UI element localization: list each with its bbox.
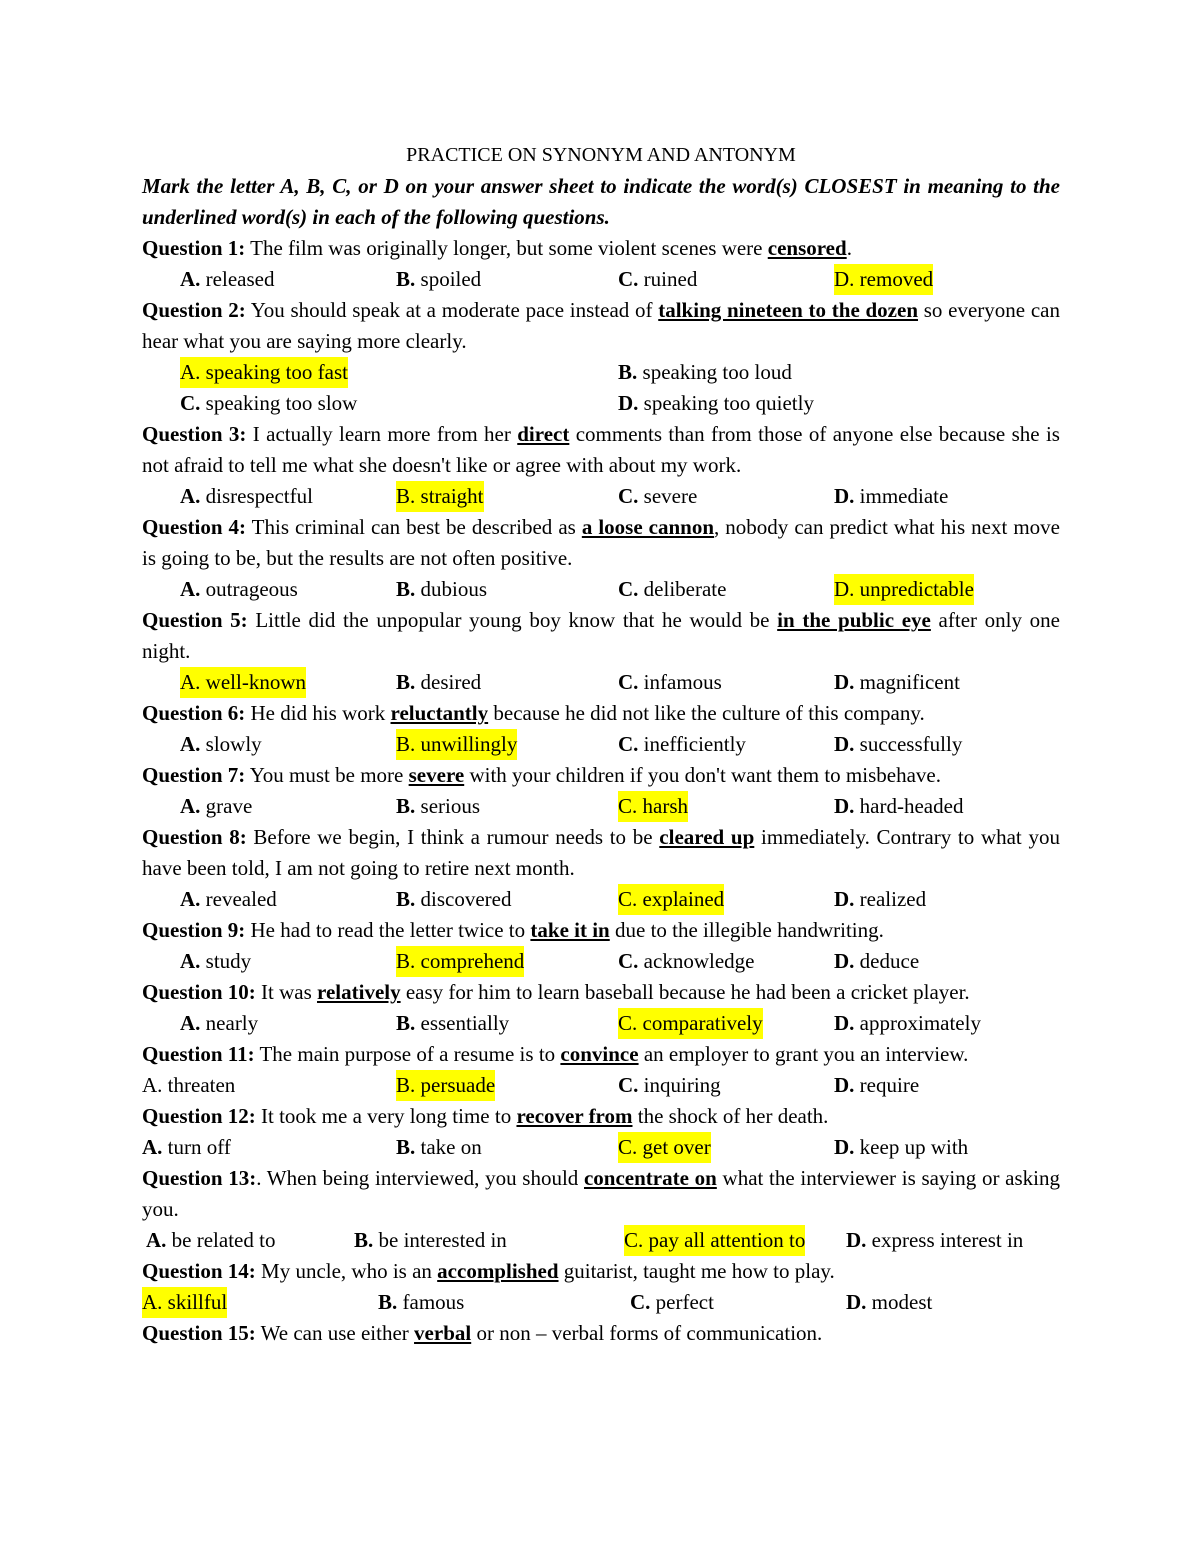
answer-option-highlighted <box>834 264 933 295</box>
options-row <box>142 667 1060 698</box>
question-label: Question 2: <box>142 298 246 322</box>
option-letter: B. <box>396 484 416 508</box>
option-letter: B. <box>396 1011 416 1035</box>
question-text <box>142 977 1060 1008</box>
question-stem-after: what the interviewer is saying or asking you. <box>142 1166 1060 1221</box>
question-label: Question 5: <box>142 608 248 632</box>
options-row <box>142 1070 1060 1101</box>
answer-option <box>396 884 511 915</box>
answer-option-highlighted <box>396 729 517 760</box>
option-text: immediate <box>854 484 949 508</box>
option-letter: B. <box>396 1135 416 1159</box>
option-text: magnificent <box>854 670 960 694</box>
option-letter: D. <box>846 1228 867 1252</box>
underlined-target: concentrate on <box>583 1166 717 1190</box>
question-stem-after: comments than from those of anyone else because she is not afraid to tell me what she doesn't like or agree with about my work. <box>142 422 1060 477</box>
underlined-target: in the public eye <box>777 608 931 632</box>
answer-option <box>354 1225 507 1256</box>
answer-option <box>618 264 697 295</box>
answer-option <box>834 667 960 698</box>
option-letter: C. <box>180 391 201 415</box>
question-stem-before: Little did the unpopular young boy know that he would be <box>247 608 778 632</box>
question-stem-after: or non – verbal forms of communication. <box>471 1321 823 1345</box>
answer-option <box>146 1225 275 1256</box>
option-text: comprehend <box>415 949 525 973</box>
options-row <box>142 481 1060 512</box>
option-letter: D. <box>846 1290 867 1314</box>
answer-option-highlighted <box>142 1287 227 1318</box>
option-letter: C. <box>630 1290 651 1314</box>
answer-option <box>180 264 274 295</box>
option-letter: A. <box>180 732 201 756</box>
underlined-target: severe <box>408 763 465 787</box>
option-letter: B. <box>396 794 416 818</box>
answer-option <box>846 1287 932 1318</box>
question-stem-before: . When being interviewed, you should <box>256 1166 584 1190</box>
option-text: revealed <box>200 887 277 911</box>
option-letter: A. <box>180 267 201 291</box>
question-stem-after: due to the illegible handwriting. <box>609 918 884 942</box>
option-text: serious <box>415 794 481 818</box>
question-stem-after: immediately. Contrary to what you have been told, I am not going to retire next month. <box>142 825 1060 880</box>
question-text <box>142 419 1060 481</box>
answer-option <box>180 729 262 760</box>
option-letter: D. <box>834 887 855 911</box>
document-page <box>142 140 1060 1349</box>
answer-option-highlighted <box>396 481 484 512</box>
question-label: Question 4: <box>142 515 247 539</box>
underlined-target: talking nineteen to the dozen <box>658 298 919 322</box>
option-letter: A. <box>180 887 201 911</box>
option-letter: B. <box>396 670 416 694</box>
option-letter: A. <box>180 360 201 384</box>
option-text: famous <box>397 1290 465 1314</box>
option-text: unpredictable <box>854 577 974 601</box>
option-text: approximately <box>854 1011 981 1035</box>
option-text: slowly <box>200 732 262 756</box>
option-letter: B. <box>396 732 416 756</box>
option-text: turn off <box>162 1135 231 1159</box>
options-row <box>142 884 1060 915</box>
question-text <box>142 295 1060 357</box>
option-text: released <box>200 267 275 291</box>
option-text: skillful <box>162 1290 228 1314</box>
answer-option <box>618 481 697 512</box>
answer-option <box>618 667 722 698</box>
answer-option-highlighted <box>396 946 524 977</box>
question-text <box>142 760 1060 791</box>
option-letter: A. <box>142 1290 163 1314</box>
question-text <box>142 1256 1060 1287</box>
answer-option <box>142 1070 235 1101</box>
question-label: Question 15: <box>142 1321 256 1345</box>
options-row <box>142 1225 1060 1256</box>
answer-option <box>618 357 792 388</box>
option-letter: C. <box>618 484 639 508</box>
question-stem-after: guitarist, taught me how to play. <box>558 1259 835 1283</box>
option-text: threaten <box>162 1073 236 1097</box>
underlined-target: recover from <box>516 1104 633 1128</box>
underlined-target: relatively <box>317 980 401 1004</box>
option-letter: A. <box>142 1073 163 1097</box>
option-text: express interest in <box>866 1228 1024 1252</box>
question-text <box>142 1039 1060 1070</box>
option-letter: A. <box>180 949 201 973</box>
question-stem-before: We can use either <box>255 1321 415 1345</box>
option-text: ruined <box>638 267 698 291</box>
option-letter: D. <box>834 949 855 973</box>
answer-option <box>846 1225 1023 1256</box>
question-stem-after: after only one night. <box>142 608 1061 663</box>
option-text: speaking too slow <box>200 391 358 415</box>
option-letter: D. <box>834 794 855 818</box>
answer-option <box>834 884 926 915</box>
option-text: study <box>200 949 252 973</box>
answer-option-highlighted <box>618 1132 711 1163</box>
question-stem-before: Before we begin, I think a rumour needs to be <box>246 825 660 849</box>
answer-option <box>180 388 357 419</box>
answer-option <box>834 1008 981 1039</box>
question-stem-before: I actually learn more from her <box>246 422 518 446</box>
option-text: outrageous <box>200 577 298 601</box>
option-letter: D. <box>834 267 855 291</box>
question-label: Question 3: <box>142 422 247 446</box>
answer-option <box>834 946 919 977</box>
answer-option-highlighted <box>180 357 348 388</box>
option-text: successfully <box>854 732 963 756</box>
answer-option <box>834 791 963 822</box>
option-text: essentially <box>415 1011 510 1035</box>
option-letter: C. <box>618 577 639 601</box>
answer-option <box>180 946 251 977</box>
option-text: harsh <box>637 794 689 818</box>
option-letter: D. <box>834 484 855 508</box>
answer-option <box>180 481 313 512</box>
option-letter: D. <box>834 732 855 756</box>
option-text: deliberate <box>638 577 727 601</box>
underlined-target: reluctantly <box>390 701 489 725</box>
option-letter: A. <box>180 1011 201 1035</box>
question-stem-before: He had to read the letter twice to <box>245 918 531 942</box>
option-text: get over <box>637 1135 711 1159</box>
option-text: unwillingly <box>415 732 518 756</box>
option-text: hard-headed <box>854 794 964 818</box>
question-stem-before: You should speak at a moderate pace instead of <box>245 298 659 322</box>
option-text: explained <box>637 887 725 911</box>
option-letter: B. <box>618 360 638 384</box>
answer-option-highlighted <box>180 667 306 698</box>
option-letter: B. <box>396 1073 416 1097</box>
underlined-target: convince <box>560 1042 639 1066</box>
answer-option <box>378 1287 464 1318</box>
option-letter: A. <box>180 794 201 818</box>
option-text: take on <box>415 1135 482 1159</box>
options-row <box>142 264 1060 295</box>
option-text: speaking too quietly <box>638 391 814 415</box>
option-letter: A. <box>180 670 201 694</box>
answer-option <box>618 1070 721 1101</box>
option-letter: C. <box>618 1011 638 1035</box>
option-text: deduce <box>854 949 920 973</box>
option-letter: A. <box>142 1135 163 1159</box>
option-letter: B. <box>396 887 416 911</box>
option-letter: A. <box>180 577 201 601</box>
option-text: acknowledge <box>638 949 755 973</box>
answer-option <box>180 791 252 822</box>
question-label: Question 9: <box>142 918 246 942</box>
answer-option-highlighted <box>618 1008 763 1039</box>
option-letter: C. <box>618 670 639 694</box>
option-letter: C. <box>618 887 638 911</box>
question-stem-after: the shock of her death. <box>632 1104 829 1128</box>
page-title: PRACTICE ON SYNONYM AND ANTONYM <box>406 144 796 166</box>
question-label: Question 6: <box>142 701 246 725</box>
question-label: Question 10: <box>142 980 256 1004</box>
question-stem-after: so everyone can hear what you are saying more clearly. <box>142 298 1060 353</box>
option-letter: D. <box>834 1073 855 1097</box>
option-letter: C. <box>618 1073 639 1097</box>
option-text: severe <box>638 484 698 508</box>
underlined-target: censored <box>767 236 847 260</box>
question-label: Question 13: <box>142 1166 257 1190</box>
answer-option <box>834 481 948 512</box>
answer-option <box>142 1132 231 1163</box>
underlined-target: verbal <box>414 1321 472 1345</box>
option-text: dubious <box>415 577 488 601</box>
answer-option <box>180 884 277 915</box>
answer-option-highlighted <box>618 791 688 822</box>
answer-option <box>618 729 746 760</box>
answer-option <box>834 729 962 760</box>
answer-option <box>396 791 480 822</box>
option-text: well-known <box>200 670 306 694</box>
answer-option-highlighted <box>624 1225 805 1256</box>
answer-option <box>396 1132 482 1163</box>
underlined-target: take it in <box>530 918 610 942</box>
option-letter: C. <box>618 732 639 756</box>
option-letter: B. <box>354 1228 374 1252</box>
option-text: be interested in <box>373 1228 507 1252</box>
option-text: realized <box>854 887 927 911</box>
question-text <box>142 233 1060 264</box>
question-stem-after: , nobody can predict what his next move is going to be, but the results are not often positive. <box>142 515 1060 570</box>
option-text: infamous <box>638 670 722 694</box>
option-letter: C. <box>618 267 639 291</box>
underlined-target: direct <box>517 422 570 446</box>
instruction-text: Mark the letter A, B, C, or D on your answer sheet to indicate the word(s) CLOSEST in meaning to the underlined word(s) in each of the following questions. <box>142 174 1060 229</box>
option-text: disrespectful <box>200 484 313 508</box>
question-text <box>142 915 1060 946</box>
question-stem-before: It was <box>255 980 318 1004</box>
option-letter: A. <box>146 1228 167 1252</box>
option-letter: B. <box>396 577 416 601</box>
option-letter: A. <box>180 484 201 508</box>
option-text: persuade <box>415 1073 496 1097</box>
answer-option <box>834 1070 919 1101</box>
option-text: inquiring <box>638 1073 721 1097</box>
question-text <box>142 822 1060 884</box>
option-letter: C. <box>624 1228 644 1252</box>
question-label: Question 12: <box>142 1104 256 1128</box>
answer-option <box>834 1132 968 1163</box>
options-row <box>142 357 1060 388</box>
question-stem-before: This criminal can best be described as <box>246 515 582 539</box>
option-text: perfect <box>650 1290 714 1314</box>
answer-option-highlighted <box>618 884 724 915</box>
underlined-target: accomplished <box>437 1259 559 1283</box>
question-stem-before: You must be more <box>245 763 409 787</box>
options-row <box>142 574 1060 605</box>
question-label: Question 8: <box>142 825 247 849</box>
answer-option <box>618 574 726 605</box>
question-stem-before: My uncle, who is an <box>255 1259 438 1283</box>
option-letter: D. <box>834 670 855 694</box>
options-row <box>142 729 1060 760</box>
question-stem-before: The main purpose of a resume is to <box>254 1042 561 1066</box>
option-text: inefficiently <box>638 732 746 756</box>
option-text: removed <box>854 267 934 291</box>
option-text: pay all attention to <box>643 1228 806 1252</box>
option-text: speaking too loud <box>637 360 792 384</box>
option-letter: B. <box>396 267 416 291</box>
answer-option <box>618 946 754 977</box>
options-row <box>142 1132 1060 1163</box>
option-text: straight <box>415 484 484 508</box>
question-stem-before: He did his work <box>245 701 391 725</box>
option-letter: D. <box>834 1135 855 1159</box>
option-text: spoiled <box>415 267 482 291</box>
option-letter: D. <box>834 577 855 601</box>
options-row <box>142 1287 1060 1318</box>
question-stem-after: with your children if you don't want them to misbehave. <box>464 763 941 787</box>
option-text: comparatively <box>637 1011 763 1035</box>
question-text <box>142 1163 1060 1225</box>
answer-option <box>180 1008 258 1039</box>
option-letter: C. <box>618 949 639 973</box>
options-row <box>142 791 1060 822</box>
answer-option-highlighted <box>396 1070 495 1101</box>
options-row <box>142 388 1060 419</box>
answer-option <box>396 574 487 605</box>
option-letter: B. <box>378 1290 398 1314</box>
option-text: nearly <box>200 1011 259 1035</box>
option-text: modest <box>866 1290 933 1314</box>
option-letter: C. <box>618 794 638 818</box>
question-stem-after: an employer to grant you an interview. <box>638 1042 969 1066</box>
options-row <box>142 946 1060 977</box>
answer-option <box>396 667 481 698</box>
option-text: be related to <box>166 1228 276 1252</box>
option-text: grave <box>200 794 253 818</box>
question-stem-before: It took me a very long time to <box>255 1104 517 1128</box>
option-text: keep up with <box>854 1135 969 1159</box>
answer-option <box>396 1008 509 1039</box>
option-letter: B. <box>396 949 416 973</box>
option-text: speaking too fast <box>200 360 348 384</box>
option-letter: C. <box>618 1135 638 1159</box>
question-label: Question 7: <box>142 763 246 787</box>
answer-option <box>618 388 814 419</box>
option-text: discovered <box>415 887 512 911</box>
option-letter: D. <box>834 1011 855 1035</box>
question-stem-after: easy for him to learn baseball because he had been a cricket player. <box>400 980 970 1004</box>
question-label: Question 11: <box>142 1042 255 1066</box>
question-text <box>142 698 1060 729</box>
option-letter: D. <box>618 391 639 415</box>
question-list <box>142 233 1060 1349</box>
underlined-target: a loose cannon <box>581 515 715 539</box>
answer-option <box>396 264 481 295</box>
underlined-target: cleared up <box>659 825 755 849</box>
question-stem-after: because he did not like the culture of this company. <box>488 701 925 725</box>
question-stem-after: . <box>846 236 852 260</box>
options-row <box>142 1008 1060 1039</box>
question-text <box>142 512 1060 574</box>
answer-option-highlighted <box>834 574 974 605</box>
question-text <box>142 605 1060 667</box>
question-label: Question 1: <box>142 236 246 260</box>
question-text <box>142 1318 1060 1349</box>
question-stem-before: The film was originally longer, but some violent scenes were <box>245 236 768 260</box>
question-text <box>142 1101 1060 1132</box>
answer-option <box>180 574 298 605</box>
answer-option <box>630 1287 714 1318</box>
question-label: Question 14: <box>142 1259 256 1283</box>
option-text: require <box>854 1073 920 1097</box>
option-text: desired <box>415 670 482 694</box>
